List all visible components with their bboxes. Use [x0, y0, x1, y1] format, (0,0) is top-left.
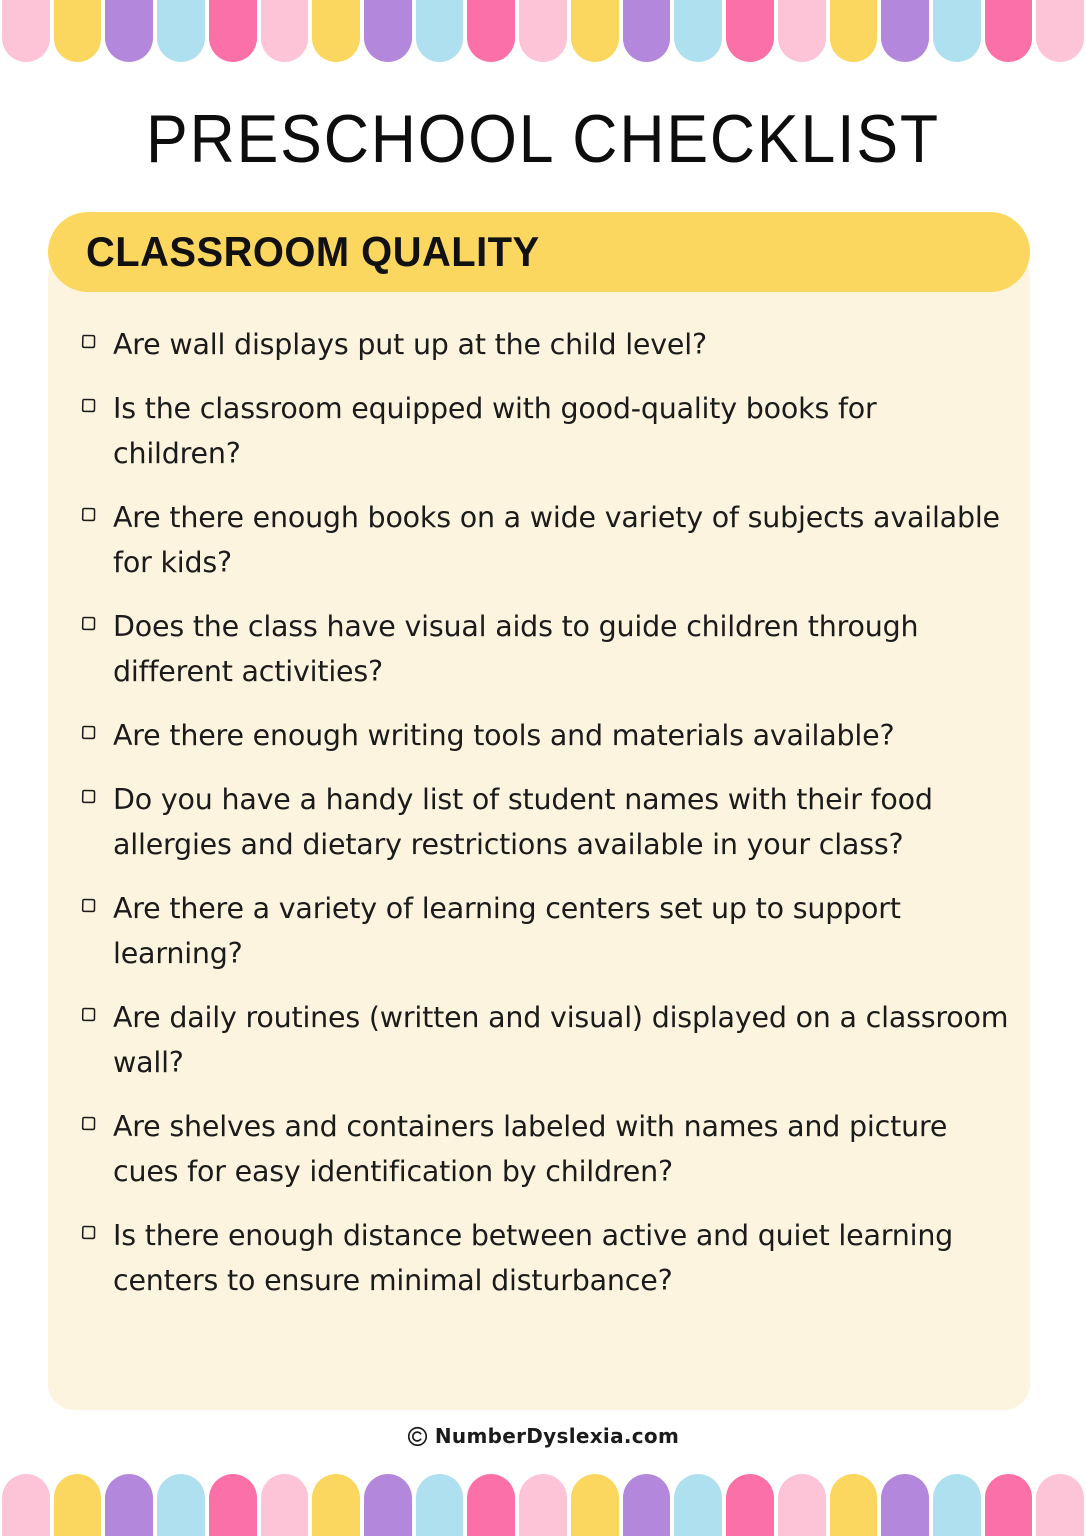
checkbox-icon[interactable] [80, 897, 97, 914]
checklist-item[interactable] [80, 886, 1010, 976]
checkbox-icon[interactable] [80, 615, 97, 632]
top-border-scallop [933, 0, 981, 62]
top-border-scallop [726, 0, 774, 62]
checklist-item[interactable] [80, 1213, 1010, 1303]
checklist-item[interactable] [80, 777, 1010, 867]
checklist-item-label: Are wall displays put up at the child level? [113, 328, 707, 361]
bottom-border-scallop [674, 1474, 722, 1536]
top-scallop-border [0, 0, 1086, 62]
bottom-border-scallop [2, 1474, 50, 1536]
checklist-item-label: Is the classroom equipped with good-quality books for children? [113, 392, 877, 470]
top-border-scallop [985, 0, 1033, 62]
checkbox-icon[interactable] [80, 397, 97, 414]
bottom-border-scallop [209, 1474, 257, 1536]
bottom-border-scallop [261, 1474, 309, 1536]
checklist-item[interactable] [80, 1104, 1010, 1194]
bottom-border-scallop [881, 1474, 929, 1536]
top-border-scallop [571, 0, 619, 62]
bottom-border-scallop [933, 1474, 981, 1536]
top-border-scallop [881, 0, 929, 62]
top-border-scallop [2, 0, 50, 62]
copyright-icon [407, 1426, 428, 1447]
checklist-item-label: Are there enough books on a wide variety of subjects available for kids? [113, 501, 1000, 579]
section-banner [48, 212, 1030, 292]
bottom-scallop-border [0, 1474, 1086, 1536]
checklist-item[interactable] [80, 995, 1010, 1085]
footer-credit-text: NumberDyslexia.com [434, 1424, 680, 1448]
top-border-scallop [209, 0, 257, 62]
top-border-scallop [261, 0, 309, 62]
top-border-scallop [1036, 0, 1084, 62]
bottom-border-scallop [778, 1474, 826, 1536]
checkbox-icon[interactable] [80, 1006, 97, 1023]
top-border-scallop [519, 0, 567, 62]
bottom-border-scallop [54, 1474, 102, 1536]
footer [0, 1424, 1086, 1448]
bottom-border-scallop [416, 1474, 464, 1536]
bottom-border-scallop [623, 1474, 671, 1536]
top-border-scallop [674, 0, 722, 62]
checklist-item[interactable] [80, 386, 1010, 476]
bottom-border-scallop [830, 1474, 878, 1536]
bottom-border-scallop [105, 1474, 153, 1536]
checkbox-icon[interactable] [80, 1224, 97, 1241]
top-border-scallop [830, 0, 878, 62]
checklist-item[interactable] [80, 495, 1010, 585]
checklist-item-label: Are there a variety of learning centers set up to support learning? [113, 892, 901, 970]
top-border-scallop [54, 0, 102, 62]
bottom-border-scallop [364, 1474, 412, 1536]
bottom-border-scallop [519, 1474, 567, 1536]
checkbox-icon[interactable] [80, 506, 97, 523]
checklist-item-label: Are shelves and containers labeled with names and picture cues for easy identification by children? [113, 1110, 948, 1188]
top-border-scallop [105, 0, 153, 62]
top-border-scallop [623, 0, 671, 62]
bottom-border-scallop [467, 1474, 515, 1536]
checklist-item-label: Do you have a handy list of student names with their food allergies and dietary restrictions available in your class? [113, 783, 933, 861]
page-title: PRESCHOOL CHECKLIST [146, 101, 940, 177]
top-border-scallop [312, 0, 360, 62]
checklist-item[interactable] [80, 713, 1010, 758]
section-banner-label: CLASSROOM QUALITY [86, 228, 540, 275]
checkbox-icon[interactable] [80, 333, 97, 350]
bottom-border-scallop [726, 1474, 774, 1536]
top-border-scallop [467, 0, 515, 62]
checkbox-icon[interactable] [80, 724, 97, 741]
checklist-item-label: Does the class have visual aids to guide children through different activities? [113, 610, 919, 688]
bottom-border-scallop [1036, 1474, 1084, 1536]
checkbox-icon[interactable] [80, 1115, 97, 1132]
checklist-item-label: Are there enough writing tools and materials available? [113, 719, 895, 752]
top-border-scallop [416, 0, 464, 62]
top-border-scallop [157, 0, 205, 62]
top-border-scallop [778, 0, 826, 62]
bottom-border-scallop [312, 1474, 360, 1536]
checklist [80, 322, 1010, 1322]
checklist-item-label: Is there enough distance between active and quiet learning centers to ensure minimal disturbance? [113, 1219, 954, 1297]
bottom-border-scallop [157, 1474, 205, 1536]
checklist-item[interactable] [80, 604, 1010, 694]
bottom-border-scallop [985, 1474, 1033, 1536]
checklist-item-label: Are daily routines (written and visual) displayed on a classroom wall? [113, 1001, 1009, 1079]
checklist-item[interactable] [80, 322, 1010, 367]
top-border-scallop [364, 0, 412, 62]
checkbox-icon[interactable] [80, 788, 97, 805]
bottom-border-scallop [571, 1474, 619, 1536]
